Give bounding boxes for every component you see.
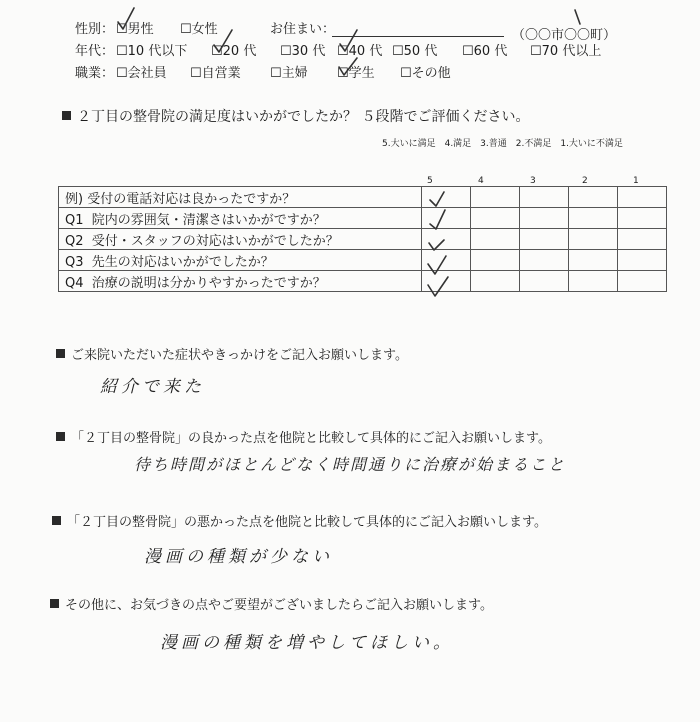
bullet-square-icon <box>62 111 71 120</box>
row-question: 先生の対応はいかがでしたか？ <box>91 254 274 270</box>
job-option-office[interactable]: ☐会社員 <box>116 66 167 81</box>
checkbox-icon[interactable]: ☐ <box>337 44 349 59</box>
job-label: 職業： <box>75 66 115 81</box>
checkbox-icon[interactable]: ☐ <box>211 44 223 59</box>
scale-header-5: 5 <box>427 176 433 186</box>
age-option-50[interactable]: ☐50 代 <box>392 44 438 59</box>
rating-handwritten-marks <box>0 180 700 310</box>
free-question-2: 「２丁目の整骨院」の良かった点を他院と比較して具体的にご記入お願いします。 <box>56 427 551 446</box>
gender-label: 性別： <box>75 22 115 37</box>
checkbox-icon[interactable]: ☐ <box>280 44 292 59</box>
bullet-square-icon <box>50 599 59 608</box>
free-question-1: ご来院いただいた症状やきっかけをご記入お願いします。 <box>56 344 408 363</box>
bullet-square-icon <box>56 432 65 441</box>
bullet-square-icon <box>52 516 61 525</box>
rating-question: ２丁目の整骨院の満足度はいかがでしたか？ ５段階でご評価ください。 <box>62 106 529 126</box>
check-mark-icon <box>214 30 232 52</box>
checkbox-icon[interactable]: ☐ <box>462 44 474 59</box>
check-mark-icon <box>428 277 448 296</box>
row-label: 例) <box>65 191 84 207</box>
checkbox-icon[interactable]: ☐ <box>530 44 542 59</box>
job-option-homemaker[interactable]: ☐主婦 <box>270 66 308 81</box>
checkbox-icon[interactable]: ☐ <box>392 44 404 59</box>
check-mark-icon <box>340 30 357 51</box>
scale-header-4: 4 <box>478 176 484 186</box>
row-label: Q2 <box>65 233 84 249</box>
row-question: 院内の雰囲気・清潔さはいかがですか？ <box>91 212 326 228</box>
job-option-student[interactable]: ☐学生 <box>337 66 375 81</box>
scale-header-2: 2 <box>582 176 588 186</box>
address-label: お住まい： <box>270 22 336 37</box>
row-question: 受付の電話対応は良かったですか？ <box>87 191 296 207</box>
profile-handwritten-marks <box>0 0 700 90</box>
job-option-other[interactable]: ☐その他 <box>400 66 451 81</box>
check-mark-icon <box>430 210 445 229</box>
row-label: Q4 <box>65 275 84 291</box>
free-answer-3: 漫画の種類が少ない <box>144 547 333 567</box>
age-option-20[interactable]: ☐20 代 <box>211 44 257 59</box>
age-label: 年代： <box>75 44 115 59</box>
gender-option-male[interactable]: ☐男性 <box>116 22 154 37</box>
check-mark-icon <box>339 58 357 75</box>
checkbox-icon[interactable]: ☐ <box>180 22 192 37</box>
checkbox-icon[interactable]: ☐ <box>116 44 128 59</box>
checkbox-icon[interactable]: ☐ <box>116 66 128 81</box>
scale-header-3: 3 <box>530 176 536 186</box>
scale-legend: 5.大いに満足 4.満足 3.普通 2.不満足 1.大いに不満足 <box>382 139 623 149</box>
address-hint: （〇〇市〇〇町） <box>512 28 617 43</box>
age-option-30[interactable]: ☐30 代 <box>280 44 326 59</box>
gender-option-female[interactable]: ☐女性 <box>180 22 218 37</box>
checkbox-icon[interactable]: ☐ <box>270 66 282 81</box>
checkbox-icon[interactable]: ☐ <box>116 22 128 37</box>
age-option-70[interactable]: ☐70 代以上 <box>530 44 602 59</box>
age-option-10[interactable]: ☐10 代以下 <box>116 44 188 59</box>
free-question-3: 「２丁目の整骨院」の悪かった点を他院と比較して具体的にご記入お願いします。 <box>52 511 547 530</box>
row-label: Q3 <box>65 254 84 270</box>
scale-header-1: 1 <box>633 176 639 186</box>
row-question: 治療の説明は分かりやすかったですか？ <box>91 275 326 291</box>
check-mark-icon <box>430 192 444 206</box>
free-answer-2: 待ち時間がほとんどなく時間通りに治療が始まること <box>134 455 567 474</box>
age-option-60[interactable]: ☐60 代 <box>462 44 508 59</box>
row-label: Q1 <box>65 212 84 228</box>
age-option-40[interactable]: ☐40 代 <box>337 44 383 59</box>
checkbox-icon[interactable]: ☐ <box>400 66 412 81</box>
check-mark-icon <box>118 8 134 29</box>
free-answer-4: 漫画の種類を増やしてほしい。 <box>160 633 454 653</box>
checkbox-icon[interactable]: ☐ <box>190 66 202 81</box>
check-mark-icon <box>429 240 444 250</box>
free-question-4: その他に、お気づきの点やご要望がございましたらご記入お願いします。 <box>50 594 493 613</box>
free-answer-1: 紹介で来た <box>100 377 205 397</box>
job-option-self-employed[interactable]: ☐自営業 <box>190 66 241 81</box>
checkbox-icon[interactable]: ☐ <box>337 66 349 81</box>
bullet-square-icon <box>56 349 65 358</box>
row-question: 受付・スタッフの対応はいかがでしたか？ <box>91 233 339 249</box>
pen-stroke-icon <box>575 10 580 24</box>
check-mark-icon <box>428 256 446 274</box>
